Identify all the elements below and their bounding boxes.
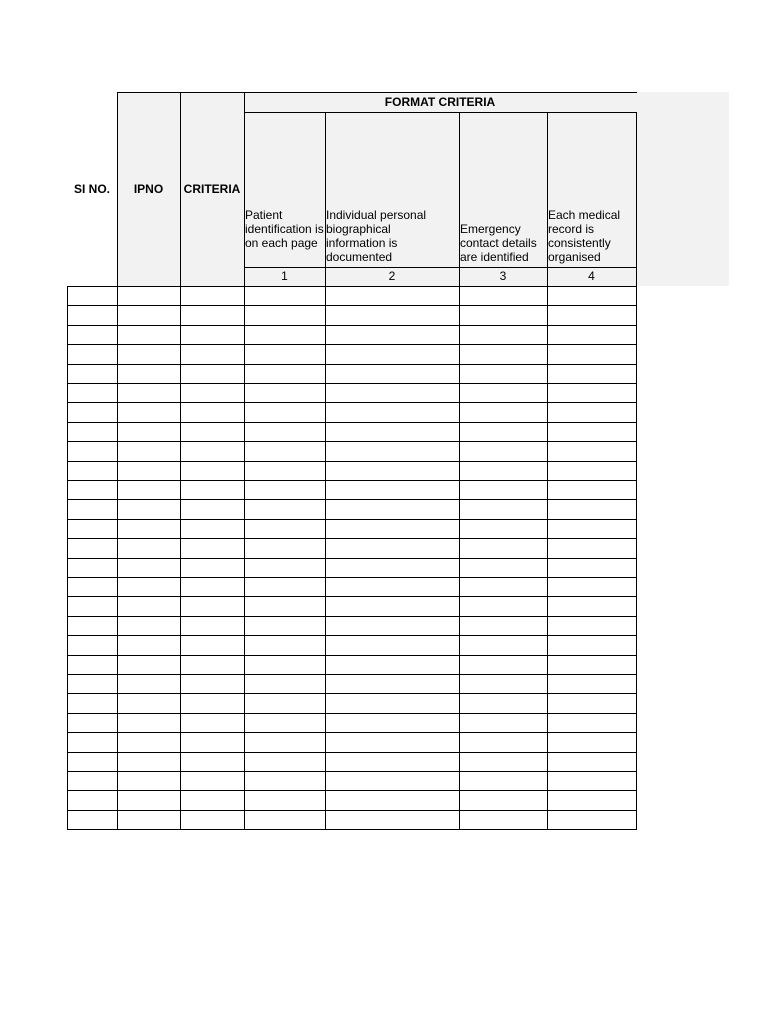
criteria-header-3: Emergency contact details are identified — [460, 222, 537, 264]
grid-column-line — [244, 286, 245, 830]
grid-row-line — [67, 674, 637, 675]
grid-row-line — [67, 499, 637, 500]
header-top-line — [117, 92, 637, 93]
header-line-col3-left — [459, 112, 460, 287]
grid-row-line — [67, 752, 637, 753]
grid-row-line — [67, 616, 637, 617]
grid-column-line — [67, 286, 68, 830]
grid-row-line — [67, 402, 637, 403]
criteria-number-4: 4 — [588, 269, 595, 283]
column-header-si-no: SI NO. — [73, 182, 110, 196]
grid-row-line — [67, 364, 637, 365]
criteria-header-1: Patient identification is on each page — [245, 208, 324, 250]
grid-column-line — [459, 286, 460, 830]
grid-column-line — [180, 286, 181, 830]
header-line-col4-left — [547, 112, 548, 287]
grid-row-line — [67, 771, 637, 772]
column-header-ipno: IPNO — [133, 182, 164, 196]
grid-row-line — [67, 422, 637, 423]
grid-column-line — [636, 286, 637, 830]
header-line-right — [636, 112, 637, 287]
grid-row-line — [67, 558, 637, 559]
grid-row-line — [67, 790, 637, 791]
number-row-top-line — [244, 267, 637, 268]
grid-row-line — [67, 732, 637, 733]
grid-row-line — [67, 461, 637, 462]
grid-row-line — [67, 325, 637, 326]
grid-row-line — [67, 519, 637, 520]
grid-column-line — [547, 286, 548, 830]
grid-row-line — [67, 829, 637, 830]
criteria-number-1: 1 — [281, 269, 288, 283]
criteria-number-2: 2 — [388, 269, 396, 283]
header-line-col2-left — [325, 112, 326, 287]
criteria-number-3: 3 — [499, 269, 507, 283]
grid-row-line — [67, 286, 637, 287]
grid-row-line — [67, 655, 637, 656]
header-line-group-left — [244, 92, 245, 287]
grid-row-line — [67, 713, 637, 714]
grid-row-line — [67, 635, 637, 636]
group-header-format-criteria: FORMAT CRITERIA — [384, 95, 496, 109]
criteria-header-2: Individual personal biographical information is documented — [326, 208, 427, 264]
grid-row-line — [67, 383, 637, 384]
column-header-criteria: CRITERIA — [183, 182, 241, 196]
header-line-ipno-left — [117, 92, 118, 287]
group-header-bottom-line — [244, 112, 637, 113]
grid-row-line — [67, 596, 637, 597]
grid-row-line — [67, 480, 637, 481]
grid-row-line — [67, 344, 637, 345]
criteria-header-4: Each medical record is consistently organised — [548, 208, 621, 264]
header-line-criteria-left — [180, 92, 181, 287]
grid-row-line — [67, 441, 637, 442]
grid-row-line — [67, 577, 637, 578]
grid-row-line — [67, 810, 637, 811]
grid-row-line — [67, 538, 637, 539]
grid-column-line — [325, 286, 326, 830]
grid-column-line — [117, 286, 118, 830]
grid-row-line — [67, 693, 637, 694]
grid-row-line — [67, 305, 637, 306]
